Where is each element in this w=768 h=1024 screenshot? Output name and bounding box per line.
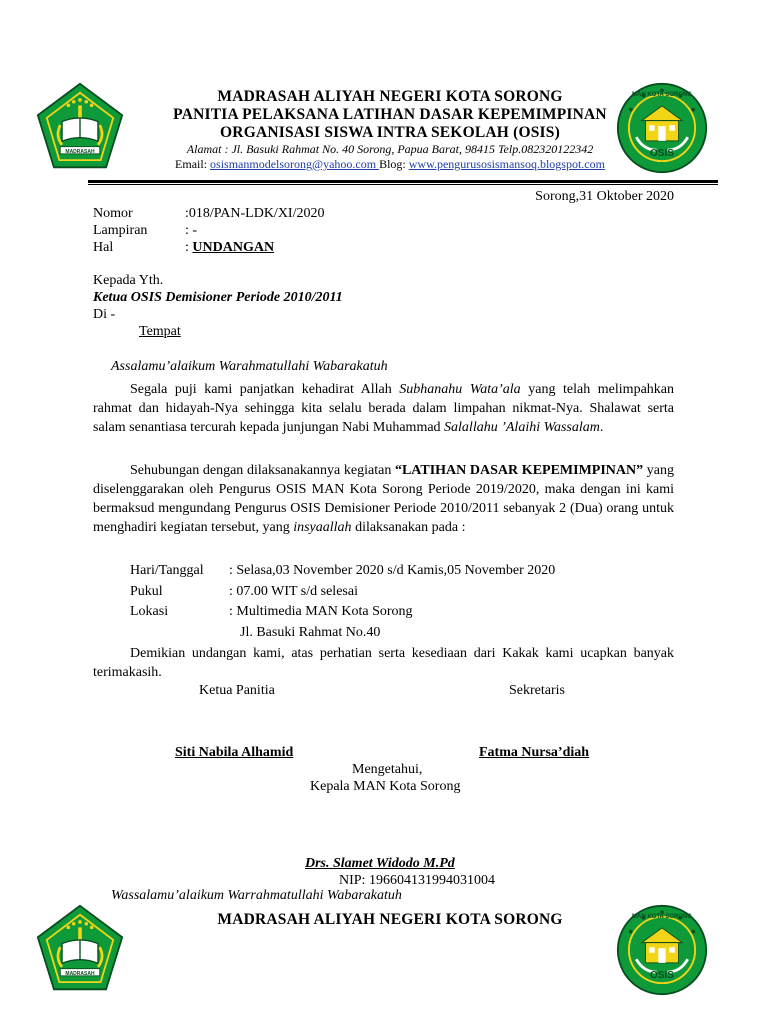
para2-text-d: insyaallah bbox=[293, 520, 352, 535]
para1-text-a: Segala puji kami panjatkan kehadirat Allah bbox=[130, 382, 400, 397]
kemenag-logo-top bbox=[35, 82, 125, 170]
kepala-name: Drs. Slamet Widodo M.Pd bbox=[305, 856, 455, 871]
mengetahui-label: Mengetahui, bbox=[352, 762, 423, 777]
ketua-title: Ketua Panitia bbox=[199, 683, 275, 698]
nomor-value: :018/PAN-LDK/XI/2020 bbox=[185, 206, 325, 221]
email-link[interactable]: osismanmodelsorong@yahoo.com bbox=[210, 157, 380, 171]
letter-date: Sorong,31 Oktober 2020 bbox=[535, 189, 674, 204]
blog-label: Blog: bbox=[379, 157, 409, 171]
para2-text-c: yang diselenggarakan oleh Pengurus OSIS MAN Kota Sorong Periode 2019/2020, maka dengan ini kami bermaksud mengundang Pengurus OSIS Demisioner Periode 2010/2011 sebanyak 2 (Dua) orang untuk menghadiri kegiatan tersebut, yang bbox=[93, 463, 675, 535]
nomor-label: Nomor bbox=[93, 206, 133, 221]
event-date-label: Hari/Tanggal bbox=[130, 563, 204, 578]
closing-greeting: Wassalamu’alaikum Warrahmatullahi Wabarakatuh bbox=[111, 888, 402, 903]
paragraph-purpose bbox=[93, 461, 674, 537]
event-date-value: : Selasa,03 November 2020 s/d Kamis,05 November 2020 bbox=[229, 563, 556, 578]
paragraph-opening bbox=[93, 380, 674, 437]
lampiran-value: : - bbox=[185, 223, 198, 238]
event-location-label: Lokasi bbox=[130, 604, 169, 619]
header-committee: PANITIA PELAKSANA LATIHAN DASAR KEPEMIMPINAN bbox=[173, 106, 607, 123]
para2-text-e: dilaksanakan pada : bbox=[351, 520, 466, 535]
event-location-value: : Multimedia MAN Kota Sorong bbox=[229, 604, 413, 619]
osis-logo-arc-text-bottom: MAN KOTA SORONG bbox=[632, 914, 692, 920]
sekretaris-title: Sekretaris bbox=[509, 683, 565, 698]
osis-logo-arc-text: MAN KOTA SORONG bbox=[632, 92, 692, 98]
blog-link[interactable]: www.pengurusosismansoq.blogspot.com bbox=[408, 157, 605, 171]
hal-colon: : bbox=[185, 240, 193, 255]
osis-logo-label: OSIS bbox=[650, 148, 674, 159]
event-time-label: Pukul bbox=[130, 584, 163, 599]
kepala-nip: NIP: 196604131994031004 bbox=[339, 873, 495, 888]
header-divider-thick bbox=[88, 180, 718, 183]
hal-label: Hal bbox=[93, 240, 114, 255]
para1-text-c: yang telah melimpahkan rahmat dan hidayah-Nya sehingga kita selalu berada dalam limpahan nikmat-Nya. Shalawat serta salam senantiasa tercurah kepada junjungan Nabi Muhammad bbox=[93, 382, 674, 435]
osis-logo-bottom bbox=[616, 904, 708, 996]
lampiran-label: Lampiran bbox=[93, 223, 148, 238]
recipient-salutation: Kepada Yth. bbox=[93, 273, 164, 288]
sekretaris-name: Fatma Nursa’diah bbox=[479, 745, 590, 760]
header-address: Alamat : Jl. Basuki Rahmat No. 40 Sorong, Papua Barat, 98415 Telp.082320122342 bbox=[186, 142, 594, 156]
recipient-name: Ketua OSIS Demisioner Periode 2010/2011 bbox=[93, 290, 343, 305]
kemenag-logo-banner: MADRASAH bbox=[65, 149, 95, 155]
para2-text-b: “LATIHAN DASAR KEPEMIMPINAN” bbox=[394, 463, 644, 478]
kemenag-logo-banner-bottom: MADRASAH bbox=[65, 971, 95, 977]
header-organization: ORGANISASI SISWA INTRA SEKOLAH (OSIS) bbox=[220, 124, 560, 141]
hal-row bbox=[185, 239, 274, 256]
header-school-name: MADRASAH ALIYAH NEGERI KOTA SORONG bbox=[217, 88, 563, 105]
header-divider-thin bbox=[88, 184, 718, 185]
event-time-value: : 07.00 WIT s/d selesai bbox=[229, 584, 358, 599]
kepala-title: Kepala MAN Kota Sorong bbox=[310, 779, 461, 794]
para1-text-e: . bbox=[599, 420, 604, 435]
recipient-place: Tempat bbox=[139, 324, 181, 339]
opening-greeting: Assalamu’alaikum Warahmatullahi Wabarakatuh bbox=[111, 359, 388, 374]
event-location-address: Jl. Basuki Rahmat No.40 bbox=[240, 625, 381, 640]
para1-text-d: Salallahu ’Alaihi Wassalam bbox=[444, 420, 600, 435]
email-label: Email: bbox=[175, 157, 211, 171]
ketua-name: Siti Nabila Alhamid bbox=[175, 745, 294, 760]
header-contact bbox=[120, 157, 660, 172]
hal-value: UNDANGAN bbox=[192, 240, 275, 255]
paragraph-closing: Demikian undangan kami, atas perhatian serta kesediaan dari Kakak kami ucapkan banyak terimakasih. bbox=[93, 646, 674, 680]
recipient-di: Di - bbox=[93, 307, 116, 322]
osis-logo-label-bottom: OSIS bbox=[650, 970, 674, 981]
kemenag-logo-bottom bbox=[35, 904, 125, 992]
para1-text-b: Subhanahu Wata’ala bbox=[399, 382, 521, 397]
footer-school-name: MADRASAH ALIYAH NEGERI KOTA SORONG bbox=[217, 911, 563, 928]
para2-text-a: Sehubungan dengan dilaksanakannya kegiatan bbox=[130, 463, 395, 478]
